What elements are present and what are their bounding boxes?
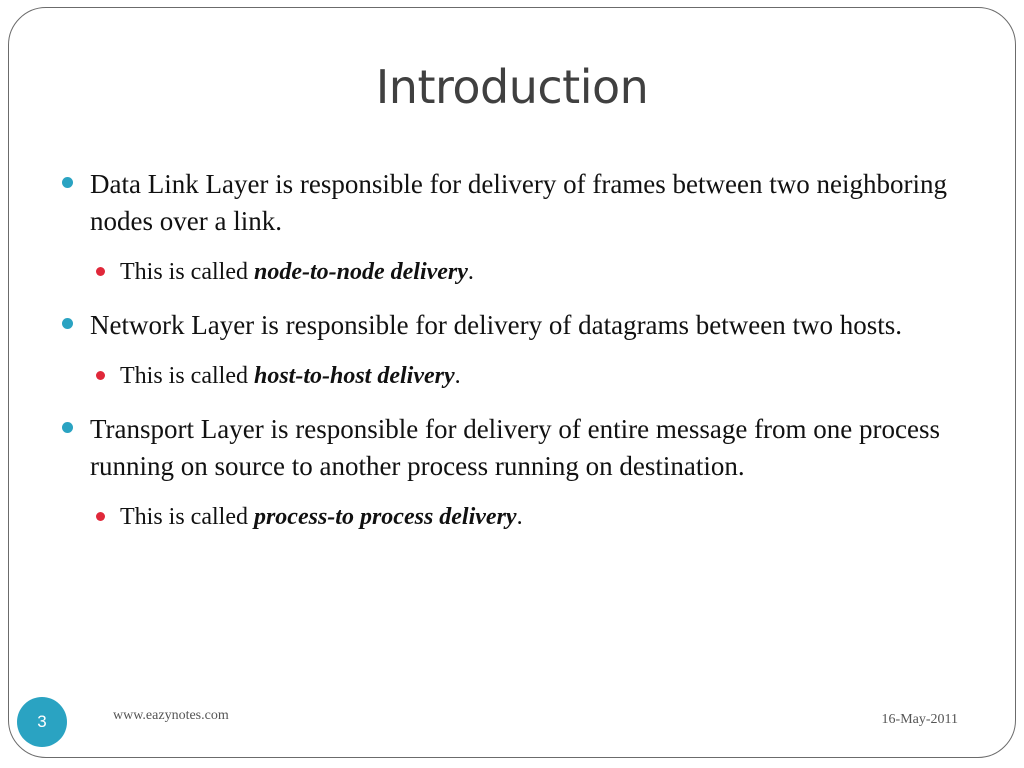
sub-bullet-emphasis: process-to process delivery [253, 504, 517, 530]
bullet-text: Data Link Layer is responsible for delivery of frames between two neighboring nodes over a link. [90, 169, 947, 236]
sub-bullet-process-to-process [96, 502, 962, 532]
bullet-text: Network Layer is responsible for delivery of datagrams between two hosts. [90, 310, 903, 340]
sub-bullet-node-to-node [96, 257, 962, 287]
sub-bullet-suffix: . [516, 504, 523, 530]
slide-content [62, 166, 962, 552]
sub-bullet-emphasis: host-to-host delivery [253, 363, 455, 389]
sub-bullet-host-to-host [96, 361, 962, 391]
bullet-dot-icon [62, 422, 73, 433]
sub-bullet-prefix: This is called [120, 259, 254, 285]
bullet-item-transport-layer [62, 411, 962, 485]
bullet-item-network-layer [62, 307, 962, 344]
footer-date: 16-May-2011 [881, 712, 958, 727]
sub-bullet-dot-icon [96, 371, 105, 380]
footer-url: www.eazynotes.com [113, 708, 229, 723]
sub-bullet-dot-icon [96, 512, 105, 521]
sub-bullet-suffix: . [454, 363, 461, 389]
sub-bullet-suffix: . [467, 259, 474, 285]
page-number: 3 [37, 712, 47, 731]
sub-bullet-dot-icon [96, 267, 105, 276]
bullet-item-data-link-layer [62, 166, 962, 240]
bullet-dot-icon [62, 177, 73, 188]
bullet-dot-icon [62, 318, 73, 329]
sub-bullet-prefix: This is called [120, 363, 254, 389]
page-number-badge [17, 697, 67, 747]
bullet-text: Transport Layer is responsible for delivery of entire message from one process running on source to another process running on destination. [90, 414, 941, 481]
sub-bullet-prefix: This is called [120, 504, 254, 530]
sub-bullet-emphasis: node-to-node delivery [253, 259, 468, 285]
slide-title: Introduction [375, 60, 649, 114]
